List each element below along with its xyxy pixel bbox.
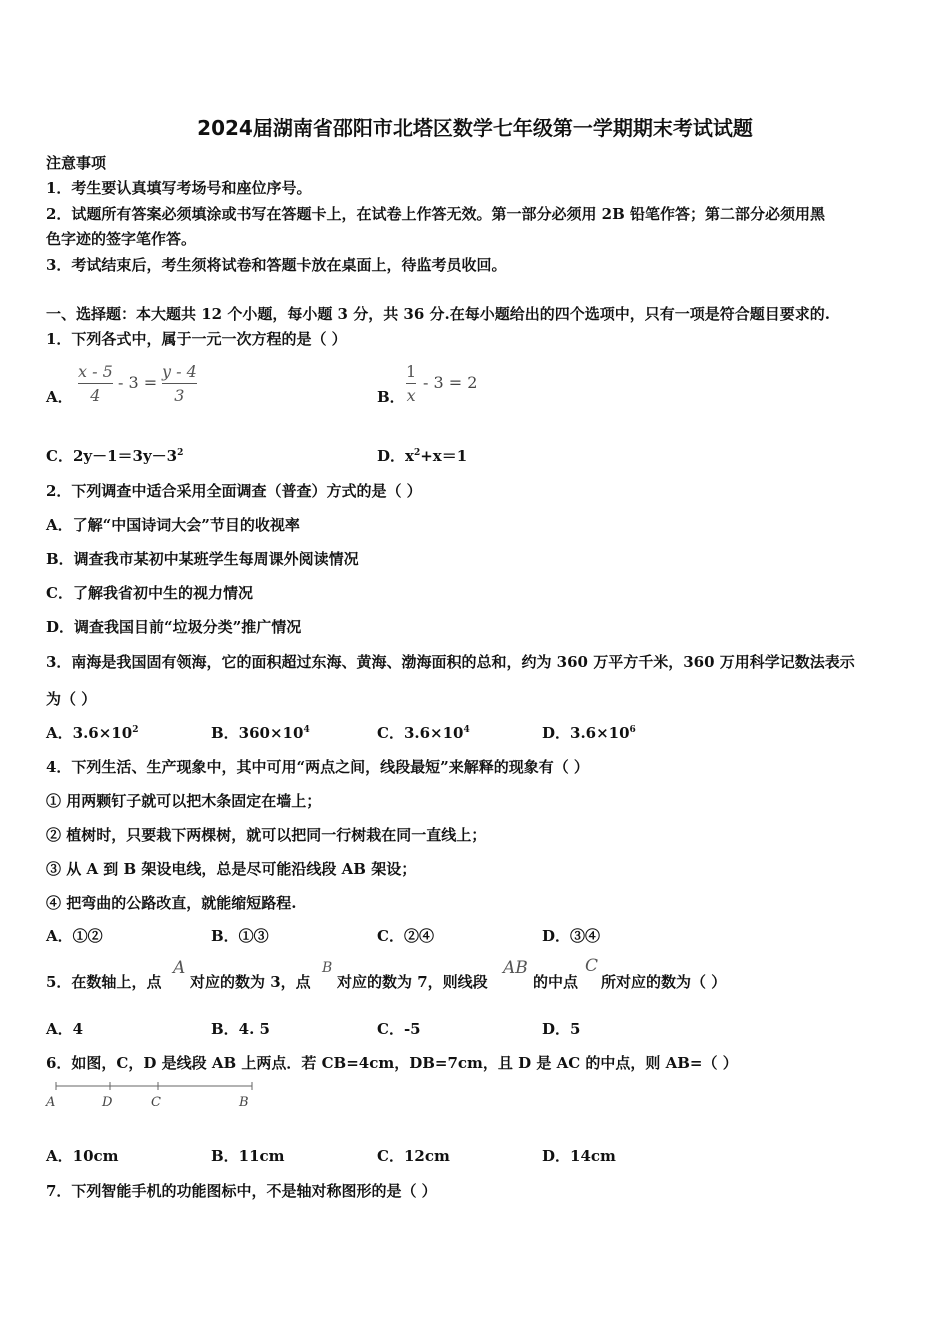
q4-option-b: B．①③ — [211, 927, 269, 945]
notice-item: 3．考试结束后，考生须将试卷和答题卡放在桌面上，待监考员收回。 — [46, 256, 507, 274]
q2-option-d: D．调查我国目前“垃圾分类”推广情况 — [46, 618, 302, 636]
q3-option-a-text: A．3.6×10 — [46, 724, 133, 742]
superscript: 2 — [132, 725, 139, 735]
superscript: 4 — [463, 725, 470, 735]
fraction-bar — [162, 383, 197, 384]
notice-item: 2．试题所有答案必须填涂或书写在答题卡上，在试卷上作答无效。第一部分必须用 2B 铅笔作答；第二部分必须用黑 — [46, 205, 826, 223]
q3-option-b-text: B．360×10 — [211, 724, 304, 742]
superscript: 4 — [303, 725, 310, 735]
q3-option-b — [211, 722, 310, 743]
q2-option-a: A．了解“中国诗词大会”节目的收视率 — [46, 516, 300, 534]
notice-item: 色字迹的签字笔作答。 — [46, 230, 197, 248]
q5-option-c: C．-5 — [377, 1020, 421, 1038]
point-label-d: D — [102, 1095, 113, 1110]
question-3-stem: 3．南海是我国固有领海，它的面积超过东海、黄海、渤海面积的总和，约为 360 万平方千米，360 万用科学记数法表示 — [46, 653, 855, 671]
q3-option-c — [377, 722, 470, 743]
q1-option-d-text: D．x — [377, 447, 414, 465]
question-1-stem: 1．下列各式中，属于一元一次方程的是（ ） — [46, 330, 347, 348]
q3-option-d — [542, 722, 636, 743]
question-2-stem: 2．下列调查中适合采用全面调查（普查）方式的是（ ） — [46, 482, 422, 500]
q4-statement-3: ③ 从 A 到 B 架设电线，总是尽可能沿线段 AB 架设； — [46, 860, 417, 878]
superscript: 2 — [413, 448, 421, 458]
line-segment-figure — [44, 1080, 259, 1112]
numerator: x - 5 — [78, 362, 113, 381]
q1-option-d-rest: +x＝1 — [420, 447, 468, 465]
q1-a-middle: - 3 = — [118, 373, 158, 392]
q5-option-d: D．5 — [542, 1020, 581, 1038]
q3-option-d-text: D．3.6×10 — [542, 724, 630, 742]
question-3-stem-cont: 为（ ） — [46, 690, 97, 708]
q2-option-c: C．了解我省初中生的视力情况 — [46, 584, 253, 602]
q4-statement-4: ④ 把弯曲的公路改直，就能缩短路程. — [46, 894, 297, 912]
q3-option-a — [46, 722, 138, 743]
q1-b-fraction — [406, 362, 416, 405]
fraction-bar — [78, 383, 113, 384]
superscript: 6 — [629, 725, 636, 735]
denominator: 4 — [90, 386, 101, 405]
page-title: 2024届湖南省邵阳市北塔区数学七年级第一学期期末考试试题 — [197, 116, 753, 140]
fraction-bar — [406, 383, 416, 384]
variable-ab: AB — [503, 958, 528, 978]
q1-a-fraction-2 — [162, 362, 197, 405]
question-7-stem: 7．下列智能手机的功能图标中，不是轴对称图形的是（ ） — [46, 1182, 437, 1200]
point-label-a: A — [46, 1095, 56, 1110]
question-5-part-4: 的中点 — [533, 973, 579, 991]
q1-option-c-text: C．2y－1＝3y－3 — [46, 447, 178, 465]
numerator: 1 — [406, 362, 417, 381]
q6-option-c: C．12cm — [377, 1147, 450, 1165]
q6-option-d: D．14cm — [542, 1147, 616, 1165]
point-label-c: C — [151, 1095, 161, 1110]
question-5-part-2: 对应的数为 3，点 — [190, 973, 311, 991]
q1-option-d — [377, 445, 467, 466]
variable-b: B — [322, 960, 333, 976]
notice-item: 1．考生要认真填写考场号和座位序号。 — [46, 179, 312, 197]
q4-statement-1: ① 用两颗钉子就可以把木条固定在墙上； — [46, 792, 322, 810]
variable-a: A — [173, 958, 186, 978]
q1-b-rest: - 3 = 2 — [423, 373, 478, 392]
q1-a-fraction-1 — [78, 362, 113, 405]
question-4-stem: 4．下列生活、生产现象中，其中可用“两点之间，线段最短”来解释的现象有（ ） — [46, 758, 589, 776]
denominator: x — [406, 386, 416, 405]
q4-option-a: A．①② — [46, 927, 103, 945]
q4-option-c: C．②④ — [377, 927, 434, 945]
q1-option-a-label: A． — [46, 388, 73, 406]
question-5-part-5: 所对应的数为（ ） — [601, 973, 727, 991]
q3-option-c-text: C．3.6×10 — [377, 724, 464, 742]
question-5-part-1: 5．在数轴上，点 — [46, 973, 162, 991]
variable-c: C — [585, 956, 599, 976]
q6-option-a: A．10cm — [46, 1147, 119, 1165]
q5-option-b: B．4. 5 — [211, 1020, 270, 1038]
point-label-b: B — [239, 1095, 249, 1110]
question-6-stem: 6．如图，C，D 是线段 AB 上两点．若 CB=4cm，DB=7cm，且 D 是 AC 的中点，则 AB=（ ） — [46, 1054, 738, 1072]
q4-option-d: D．③④ — [542, 927, 601, 945]
section-heading: 一、选择题：本大题共 12 个小题，每小题 3 分，共 36 分.在每小题给出的四个选项中，只有一项是符合题目要求的. — [46, 305, 830, 323]
question-5-part-3: 对应的数为 7，则线段 — [337, 973, 488, 991]
q4-statement-2: ② 植树时，只要栽下两棵树，就可以把同一行树栽在同一直线上； — [46, 826, 487, 844]
denominator: 3 — [174, 386, 185, 405]
q2-option-b: B．调查我市某初中某班学生每周课外阅读情况 — [46, 550, 359, 568]
q1-option-c — [46, 445, 183, 466]
q1-option-b-label: B． — [377, 388, 405, 406]
numerator: y - 4 — [162, 362, 197, 381]
q5-option-a: A．4 — [46, 1020, 84, 1038]
notice-heading: 注意事项 — [46, 154, 107, 172]
q6-option-b: B．11cm — [211, 1147, 285, 1165]
superscript: 2 — [177, 448, 184, 458]
